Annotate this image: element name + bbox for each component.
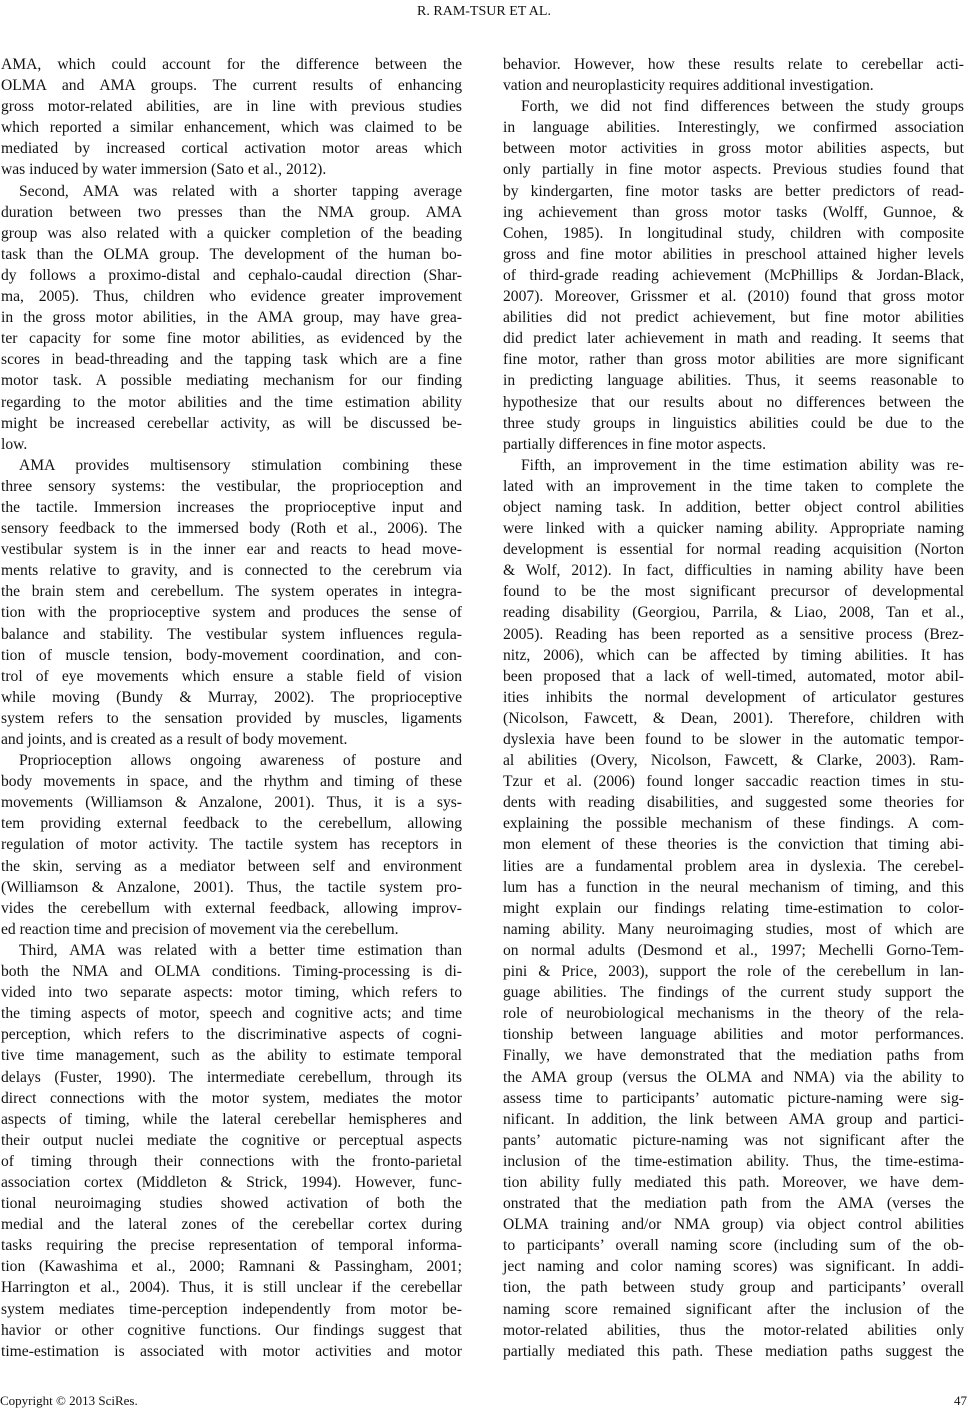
- text-line: tional neuroimaging studies showed activation of both the: [1, 1195, 462, 1213]
- text-line: onstrated that the mediation path from the AMA (verses the: [503, 1195, 964, 1213]
- text-line: while moving (Bundy & Murray, 2002). The proprioceptive: [1, 688, 462, 706]
- page-number: 47: [954, 1393, 967, 1408]
- text-line: were linked with a quicker naming ability. Appropriate naming: [503, 520, 964, 538]
- text-line: motor task. A possible mediating mechanism for our finding: [1, 372, 462, 390]
- text-line: time-estimation is associated with motor activities and motor: [1, 1342, 462, 1360]
- text-line: object naming task. In addition, better object control abilities: [503, 498, 964, 516]
- text-line: naming ability. Many neuroimaging studies, most of which are: [503, 920, 964, 938]
- text-line: tion, the path between study group and participants’ overall: [503, 1279, 964, 1297]
- text-line: task than the OLMA group. The development of the human bo-: [1, 245, 462, 263]
- text-line: ing achievement than gross motor tasks (Wolff, Gunnoe, &: [503, 203, 964, 221]
- text-line: low.: [1, 435, 28, 453]
- text-line: to participants’ overall naming score (including sum of the ob-: [503, 1237, 964, 1255]
- text-line: ities inhibits the normal development of articulator gestures: [503, 688, 964, 706]
- text-line: ject naming and color naming scores) was significant. In addi-: [503, 1258, 964, 1276]
- text-line: (Nicolson, Fawcett, & Dean, 2001). Therefore, children with: [503, 709, 964, 727]
- text-line: (Williamson & Anzalone, 2001). Thus, the tactile system pro-: [1, 878, 462, 896]
- text-line: tasks requiring the precise representation of temporal informa-: [1, 1237, 462, 1255]
- text-line: behavior. However, how these results relate to cerebellar acti-: [503, 56, 964, 73]
- text-line: Second, AMA was related with a shorter tapping average: [19, 182, 462, 200]
- text-line: and joints, and is created as a result of body movement.: [1, 731, 348, 748]
- text-line: scores in bead-threading and the tapping task which are a fine: [1, 351, 462, 369]
- text-line: dy follows a proximo-distal and cephalo-caudal direction (Shar-: [1, 266, 462, 284]
- text-line: ments relative to gravity, and is connected to the cerebrum via: [1, 562, 462, 580]
- text-line: aspects of timing, while the lateral cerebellar hemispheres and: [1, 1110, 462, 1128]
- text-line: of timing through their connections with the fronto-parietal: [1, 1152, 462, 1170]
- text-line: naming score remained significant after the inclusion of the: [503, 1300, 964, 1318]
- text-line: Finally, we have demonstrated that the mediation paths from: [503, 1047, 964, 1065]
- text-line: inclusion of the time-estimation ability. Thus, the time-estima-: [503, 1152, 964, 1170]
- text-line: trol of eye movements which ensure a stable field of vision: [1, 667, 462, 685]
- text-line: been proposed that a lack of well-timed, automated, motor abil-: [503, 667, 964, 685]
- text-line: nitz, 2006), which can be affected by timing abilities. It has: [503, 646, 964, 664]
- text-line: only partially in fine motor aspects. Previous studies found that: [503, 161, 964, 179]
- text-line: tem providing external feedback to the cerebellum, allowing: [1, 815, 462, 833]
- text-line: pini & Price, 2003), support the role of the cerebellum in lan-: [503, 963, 964, 981]
- text-line: AMA, which could account for the difference between the: [1, 56, 462, 73]
- text-line: Harrington et al., 2004). Thus, it is still unclear if the cerebellar: [1, 1279, 462, 1297]
- text-line: vestibular system is in the inner ear and reacts to head move-: [1, 541, 462, 559]
- text-line: AMA provides multisensory stimulation combining these: [19, 456, 462, 474]
- text-line: havior or other cognitive functions. Our findings suggest that: [1, 1321, 462, 1339]
- text-line: Fifth, an improvement in the time estimation ability was re-: [521, 456, 964, 474]
- text-line: system refers to the sensation provided by muscles, ligaments: [1, 709, 462, 727]
- text-line: duration between two presses than the NMA group. AMA: [1, 203, 462, 221]
- text-line: OLMA training and/or NMA group) via object control abilities: [503, 1216, 964, 1234]
- text-line: Proprioception allows ongoing awareness of posture and: [19, 752, 462, 770]
- text-line: might be increased cerebellar activity, as will be discussed be-: [1, 414, 462, 432]
- text-line: tionship between language abilities and motor performances.: [503, 1026, 964, 1044]
- text-line: pants’ automatic picture-naming was not significant after the: [503, 1131, 964, 1149]
- text-line: partially differences in fine motor aspects.: [503, 435, 766, 453]
- text-line: Forth, we did not find differences between the study groups: [521, 98, 964, 116]
- text-line: lum has a function in the neural mechanism of timing, and this: [503, 878, 964, 896]
- text-line: regarding to the motor abilities and the time estimation ability: [1, 393, 462, 411]
- text-line: the skin, serving as a mediator between self and environment: [1, 857, 462, 875]
- text-line: lated with an improvement in the time taken to complete the: [503, 477, 964, 495]
- text-line: sensory feedback to the immersed body (Roth et al., 2006). The: [1, 520, 462, 538]
- text-line: which reported a similar enhancement, which was claimed to be: [1, 119, 462, 137]
- text-line: 2005). Reading has been reported as a sensitive process (Brez-: [503, 625, 964, 643]
- text-line: both the NMA and OLMA conditions. Timing-processing is di-: [1, 963, 462, 981]
- text-line: association cortex (Middleton & Strick, 1994). However, func-: [1, 1173, 462, 1191]
- text-line: might explain our findings relating time-estimation to color-: [503, 899, 964, 917]
- text-line: three sensory systems: the vestibular, the proprioception and: [1, 477, 462, 495]
- text-line: Tzur et al. (2006) found longer saccadic reaction times in stu-: [503, 773, 964, 791]
- text-line: vides the cerebellum with external feedback, allowing improv-: [1, 899, 462, 917]
- text-line: in the gross motor abilities, in the AMA group, may have grea-: [1, 309, 462, 327]
- text-line: three study groups in linguistics abilities could be due to the: [503, 414, 964, 432]
- text-line: partially mediated this path. These mediation paths suggest the: [503, 1342, 964, 1360]
- text-line: vation and neuroplasticity requires additional investigation.: [503, 77, 874, 95]
- text-line: did predict later achievement in math and reading. It seems that: [503, 330, 964, 348]
- text-line: perception, which refers to the discriminative aspects of cogni-: [1, 1026, 462, 1044]
- text-line: on normal adults (Desmond et al., 1997; Mechelli Gorno-Tem-: [503, 941, 964, 959]
- text-line: dyslexia have been found to be slower in the automatic tempor-: [503, 731, 964, 748]
- text-line: mon element of these theories is the conviction that timing abi-: [503, 836, 964, 854]
- text-line: balance and stability. The vestibular system influences regula-: [1, 625, 462, 643]
- left-column: [1, 54, 462, 1362]
- text-line: system mediates time-perception independently from motor be-: [1, 1300, 462, 1318]
- text-line: of third-grade reading achievement (McPhillips & Jordan-Black,: [503, 266, 964, 284]
- text-line: 2007). Moreover, Grissmer et al. (2010) found that gross motor: [503, 288, 964, 306]
- text-line: guage abilities. The findings of the current study support the: [503, 984, 964, 1002]
- text-line: dents with reading disabilities, and suggested some theories for: [503, 794, 964, 812]
- text-line: motor-related abilities, thus the motor-related abilities only: [503, 1321, 964, 1339]
- text-line: movements (Williamson & Anzalone, 2001). Thus, it is a sys-: [1, 794, 462, 812]
- right-column: [503, 54, 964, 1362]
- text-line: gross and fine motor abilities in preschool attained higher levels: [503, 245, 964, 263]
- text-line: by kindergarten, fine motor tasks are better predictors of read-: [503, 182, 964, 200]
- text-line: the tactile. Immersion increases the proprioceptive input and: [1, 498, 462, 516]
- running-header: R. RAM-TSUR ET AL.: [417, 4, 551, 19]
- text-line: Cohen, 1985). In longitudinal study, children with composite: [503, 224, 964, 242]
- text-line: vided into two separate aspects: motor timing, which refers to: [1, 984, 462, 1002]
- text-line: & Wolf, 2012). In fact, difficulties in naming ability have been: [503, 562, 964, 580]
- text-line: lities are a fundamental problem area in dyslexia. The cerebel-: [503, 857, 964, 875]
- text-line: medial and the lateral zones of the cerebellar cortex during: [1, 1216, 462, 1234]
- text-line: nificant. In addition, the link between AMA group and partici-: [503, 1110, 964, 1128]
- text-line: assess time to participants’ automatic picture-naming were sig-: [503, 1089, 964, 1107]
- text-line: fine motor, rather than gross motor abilities are more significant: [503, 351, 964, 369]
- text-line: hypothesize that our results about no differences between the: [503, 393, 964, 411]
- text-line: the brain stem and cerebellum. The system operates in integra-: [1, 583, 462, 601]
- text-line: their output nuclei mediate the cognitive or perceptual aspects: [1, 1131, 462, 1149]
- text-line: explaining the possible mechanism of these findings. A com-: [503, 815, 964, 833]
- text-line: tion with the proprioceptive system and produces the sense of: [1, 604, 462, 622]
- text-line: body movements in space, and the rhythm and timing of these: [1, 773, 462, 791]
- text-line: role of neurobiological mechanisms in the theory of the rela-: [503, 1005, 964, 1023]
- text-line: was induced by water immersion (Sato et al., 2012).: [1, 161, 327, 179]
- text-line: tion of muscle tension, body-movement coordination, and con-: [1, 646, 462, 664]
- text-line: tive time management, such as the ability to estimate temporal: [1, 1047, 462, 1065]
- text-line: between motor activities in gross motor abilities aspects, but: [503, 140, 964, 158]
- text-line: the timing aspects of motor, speech and cognitive acts; and time: [1, 1005, 462, 1023]
- text-line: OLMA and AMA groups. The current results of enhancing: [1, 77, 462, 95]
- text-line: in predicting language abilities. Thus, it seems reasonable to: [503, 372, 964, 390]
- text-line: ma, 2005). Thus, children who evidence greater improvement: [1, 288, 462, 306]
- text-line: abilities did not predict achievement, but fine motor abilities: [503, 309, 964, 327]
- text-line: direct connections with the motor system, mediates the motor: [1, 1089, 462, 1107]
- text-line: gross motor-related abilities, are in line with previous studies: [1, 98, 462, 116]
- text-line: group was also related with a quicker completion of the beading: [1, 224, 462, 242]
- text-line: in language abilities. Interestingly, we confirmed association: [503, 119, 964, 137]
- text-line: tion ability fully mediated this path. Moreover, we have dem-: [503, 1173, 964, 1191]
- text-line: ter capacity for some fine motor abilities, as evidenced by the: [1, 330, 462, 348]
- text-line: Third, AMA was related with a better time estimation than: [19, 941, 462, 959]
- text-line: found to be the most significant precursor of developmental: [503, 583, 964, 601]
- text-line: tion (Kawashima et al., 2000; Ramnani & Passingham, 2001;: [1, 1258, 462, 1276]
- text-line: reading disability (Georgiou, Parrila, & Liao, 2008, Tan et al.,: [503, 604, 964, 622]
- text-line: development is essential for normal reading acquisition (Norton: [503, 541, 964, 559]
- text-line: al abilities (Overy, Nicolson, Fawcett, & Clarke, 2003). Ram-: [503, 752, 964, 770]
- text-line: delays (Fuster, 1990). The intermediate cerebellum, through its: [1, 1068, 462, 1086]
- text-line: ed reaction time and precision of movement via the cerebellum.: [1, 920, 399, 938]
- copyright-footer: Copyright © 2013 SciRes.: [0, 1393, 138, 1408]
- text-line: regulation of motor activity. The tactile system has receptors in: [1, 836, 462, 854]
- text-line: mediated by increased cortical activation motor areas which: [1, 140, 462, 158]
- text-line: the AMA group (versus the OLMA and NMA) via the ability to: [503, 1068, 964, 1086]
